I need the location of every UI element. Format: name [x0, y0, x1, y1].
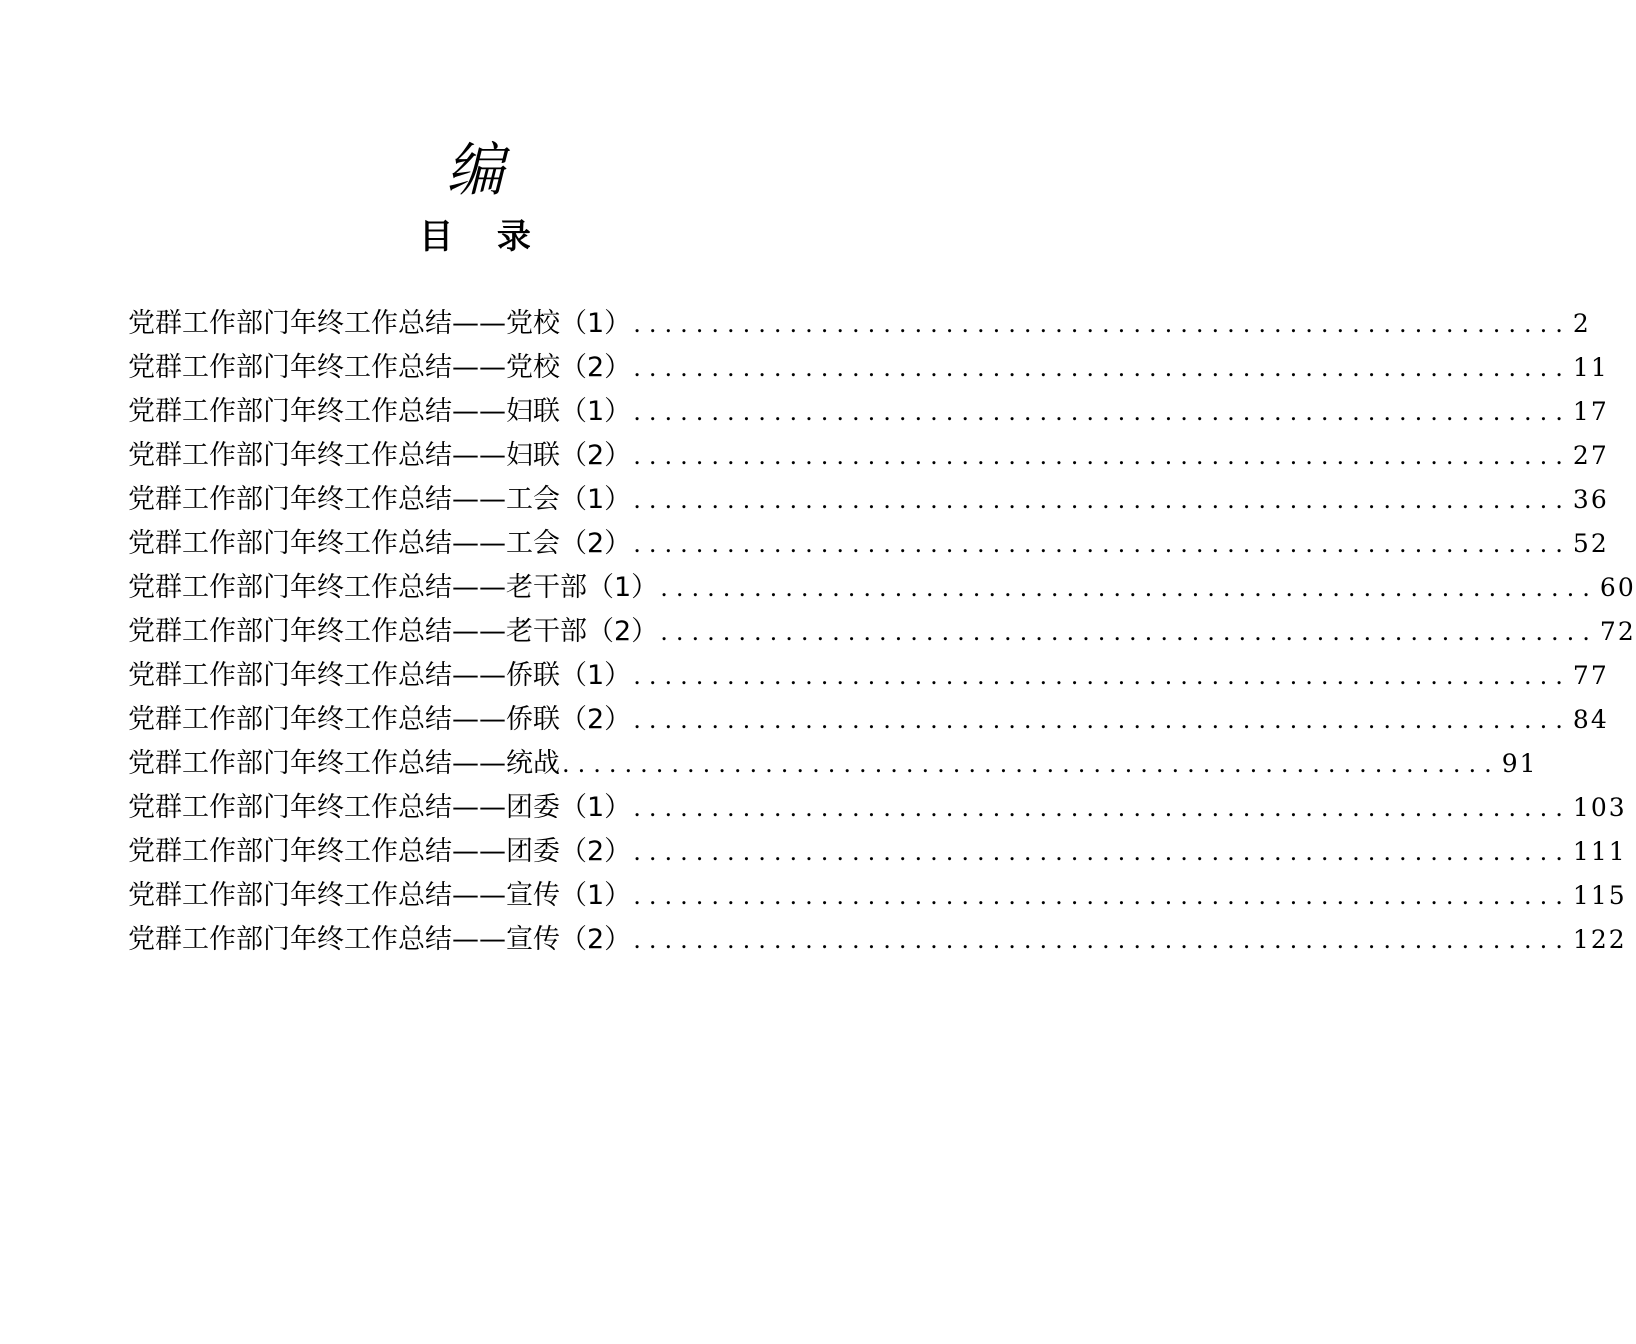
toc-item-leader-dots: ............................................................ — [633, 662, 1571, 690]
toc-item-title: 党群工作部门年终工作总结——宣传（2） — [128, 924, 632, 955]
toc-item-page-number: 17 — [1572, 397, 1609, 426]
toc-item[interactable] — [128, 786, 1627, 830]
toc-item[interactable] — [128, 478, 1609, 522]
toc-item-title: 党群工作部门年终工作总结——妇联（1） — [128, 396, 632, 427]
toc-item-leader-dots: ............................................................ — [633, 794, 1571, 822]
toc-item-leader-dots: ............................................................ — [633, 442, 1571, 470]
toc-item-title: 党群工作部门年终工作总结——侨联（1） — [128, 660, 632, 691]
toc-item-leader-dots: ............................................................ — [660, 618, 1598, 646]
toc-item-title: 党群工作部门年终工作总结——统战 — [128, 748, 560, 779]
toc-item-title: 党群工作部门年终工作总结——工会（1） — [128, 484, 632, 515]
toc-item-title: 党群工作部门年终工作总结——老干部（2） — [128, 616, 659, 647]
toc-item-leader-dots: ............................................................ — [633, 398, 1571, 426]
toc-item-page-number: 2 — [1572, 309, 1591, 338]
toc-item-page-number: 91 — [1501, 749, 1538, 778]
toc-item[interactable] — [128, 654, 1609, 698]
toc-item-leader-dots: ............................................................ — [660, 574, 1598, 602]
toc-item[interactable] — [128, 434, 1609, 478]
toc-item-leader-dots: ............................................................ — [633, 310, 1571, 338]
toc-heading-char: 目 — [419, 217, 454, 257]
toc-item[interactable] — [128, 918, 1627, 962]
toc-item[interactable] — [128, 874, 1627, 918]
toc-heading — [0, 212, 950, 262]
toc-item[interactable] — [128, 610, 1636, 654]
table-of-contents — [128, 302, 1636, 962]
toc-item[interactable] — [128, 390, 1609, 434]
toc-item-page-number: 77 — [1572, 661, 1609, 690]
toc-item[interactable] — [128, 698, 1609, 742]
toc-item-page-number: 122 — [1572, 925, 1627, 954]
toc-item[interactable] — [128, 302, 1591, 346]
toc-item[interactable] — [128, 566, 1636, 610]
toc-item-title: 党群工作部门年终工作总结——工会（2） — [128, 528, 632, 559]
toc-item-page-number: 11 — [1572, 353, 1609, 382]
toc-item-page-number: 36 — [1572, 485, 1609, 514]
toc-item-page-number: 52 — [1572, 529, 1609, 558]
toc-item-title: 党群工作部门年终工作总结——宣传（1） — [128, 880, 632, 911]
toc-item-title: 党群工作部门年终工作总结——妇联（2） — [128, 440, 632, 471]
toc-item-page-number: 103 — [1572, 793, 1627, 822]
toc-item[interactable] — [128, 346, 1609, 390]
toc-item-page-number: 60 — [1599, 573, 1636, 602]
toc-item-leader-dots: ............................................................ — [633, 838, 1571, 866]
toc-item-leader-dots: ............................................................ — [633, 530, 1571, 558]
toc-item[interactable] — [128, 522, 1609, 566]
toc-item-title: 党群工作部门年终工作总结——党校（1） — [128, 308, 632, 339]
toc-item-leader-dots: ............................................................ — [633, 354, 1571, 382]
toc-item[interactable] — [128, 830, 1627, 874]
toc-item-leader-dots: ............................................................ — [633, 486, 1571, 514]
toc-item-page-number: 84 — [1572, 705, 1609, 734]
toc-item-leader-dots: ............................................................ — [633, 926, 1571, 954]
toc-item-page-number: 27 — [1572, 441, 1609, 470]
toc-item-leader-dots: ............................................................ — [633, 706, 1571, 734]
toc-item-leader-dots: ............................................................ — [562, 750, 1500, 778]
toc-item[interactable] — [128, 742, 1538, 786]
toc-item-title: 党群工作部门年终工作总结——党校（2） — [128, 352, 632, 383]
toc-item-leader-dots: ............................................................ — [633, 882, 1571, 910]
toc-item-title: 党群工作部门年终工作总结——侨联（2） — [128, 704, 632, 735]
toc-item-title: 党群工作部门年终工作总结——团委（1） — [128, 792, 632, 823]
toc-item-title: 党群工作部门年终工作总结——团委（2） — [128, 836, 632, 867]
toc-item-title: 党群工作部门年终工作总结——老干部（1） — [128, 572, 659, 603]
toc-item-page-number: 111 — [1572, 837, 1627, 866]
toc-heading-char: 录 — [496, 217, 531, 257]
toc-item-page-number: 115 — [1572, 881, 1627, 910]
brand-calligraphy-glyph: 编 — [445, 136, 504, 204]
toc-item-page-number: 72 — [1599, 617, 1636, 646]
